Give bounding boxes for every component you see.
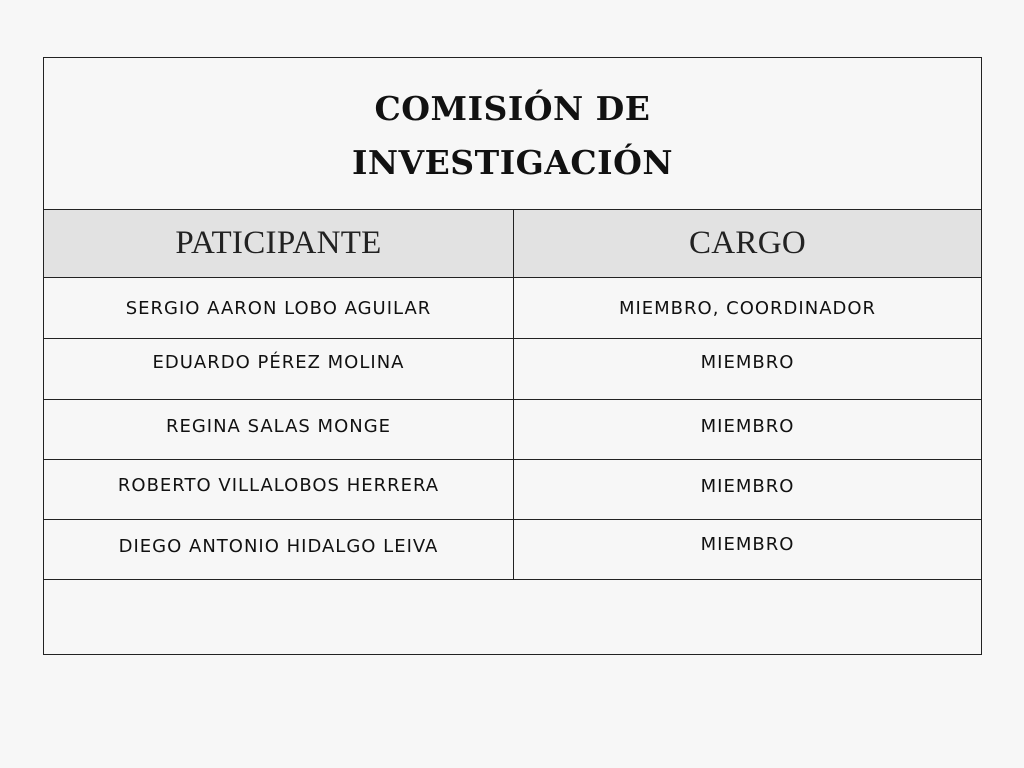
participant-cell (44, 400, 513, 459)
participant-role: MIEMBRO (700, 534, 795, 555)
role-cell (514, 339, 981, 399)
participant-cell (44, 460, 513, 519)
participant-name: DIEGO ANTONIO HIDALGO LEIVA (118, 536, 439, 557)
participant-role: MIEMBRO, COORDINADOR (618, 298, 877, 319)
role-cell (514, 400, 981, 459)
participant-name: EDUARDO PÉREZ MOLINA (152, 352, 405, 373)
role-cell (514, 460, 981, 519)
participant-name: REGINA SALAS MONGE (165, 416, 392, 437)
commission-table (43, 57, 982, 655)
table-title-line-1: COMISIÓN DE (374, 88, 651, 128)
participant-name: SERGIO AARON LOBO AGUILAR (125, 298, 432, 319)
column-header-participant: PATICIPANTE (175, 225, 382, 261)
table-row (44, 520, 981, 580)
table-row (44, 278, 981, 339)
table-row (44, 339, 981, 400)
participant-role: MIEMBRO (700, 476, 795, 497)
column-header-role: CARGO (688, 225, 807, 261)
role-cell (514, 278, 981, 338)
participant-role: MIEMBRO (700, 416, 795, 437)
participant-cell (44, 339, 513, 399)
table-row (44, 400, 981, 460)
table-title-line-2: INVESTIGACIÓN (351, 142, 674, 182)
table-title-block (44, 58, 981, 210)
participant-role: MIEMBRO (700, 352, 795, 373)
participant-name: ROBERTO VILLALOBOS HERRERA (117, 475, 440, 496)
empty-footer-row (44, 580, 981, 654)
table-title (352, 78, 673, 190)
participant-cell (44, 520, 513, 579)
table-row (44, 460, 981, 520)
participant-cell (44, 278, 513, 338)
role-cell (514, 520, 981, 579)
